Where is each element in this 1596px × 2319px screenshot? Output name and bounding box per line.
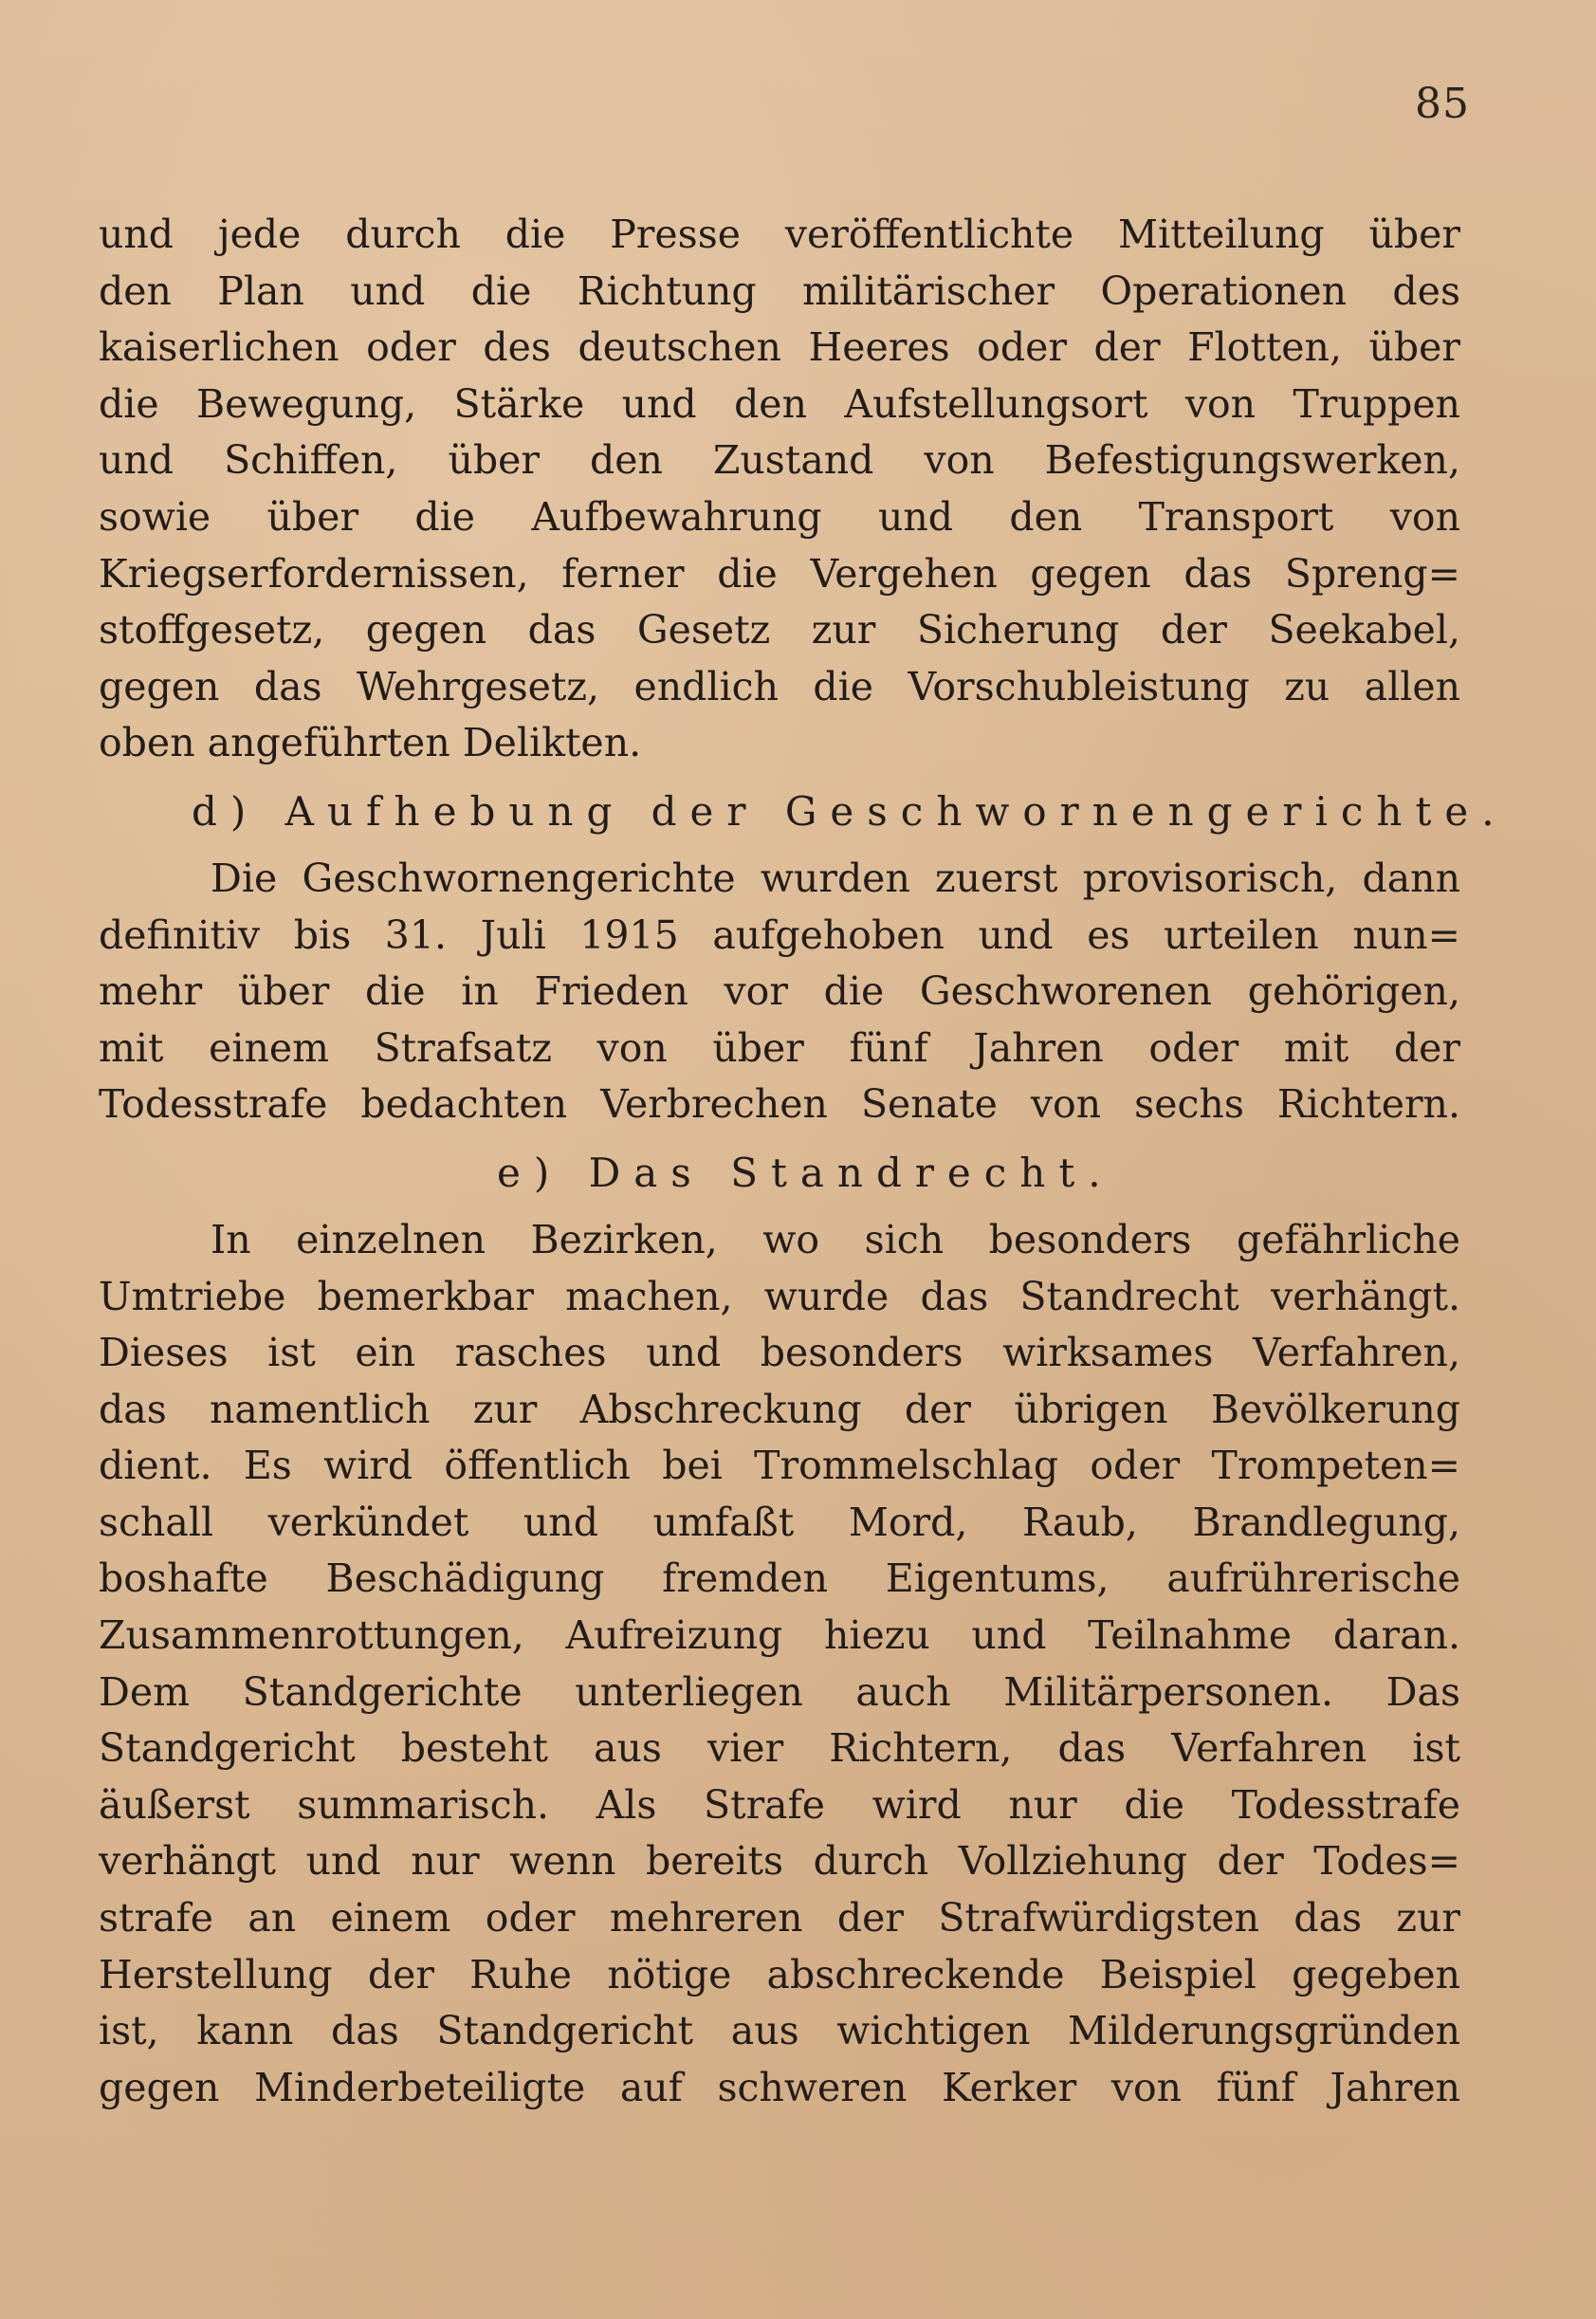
text-line: Dieses ist ein rasches und besonders wirksames Verfahren, xyxy=(99,1330,1460,1376)
text-line: gegen das Wehrgesetz, endlich die Vorschubleistung zu allen xyxy=(99,663,1460,709)
section-heading-e: e) Das Standrecht. xyxy=(497,1149,1114,1196)
text-line: Standgericht besteht aus vier Richtern, das Verfahren ist xyxy=(99,1725,1460,1772)
text-line: und Schiffen, über den Zustand von Befestigungswerken, xyxy=(99,437,1460,484)
page-body xyxy=(99,207,1508,2116)
text-line: kaiserlichen oder des deutschen Heeres oder der Flotten, über xyxy=(99,324,1460,371)
text-line: mehr über die in Frieden vor die Geschworenen gehörigen, xyxy=(99,968,1460,1015)
text-line: verhängt und nur wenn bereits durch Vollziehung der Todes= xyxy=(99,1838,1460,1885)
page-number: 85 xyxy=(1415,80,1470,128)
section-d-paragraph xyxy=(99,851,1460,1133)
text-line: stoffgesetz, gegen das Gesetz zur Sicherung der Seekabel, xyxy=(99,607,1460,653)
intro-paragraph xyxy=(99,207,1460,772)
text-line: äußerst summarisch. Als Strafe wird nur die Todesstrafe xyxy=(99,1781,1460,1828)
text-line: mit einem Strafsatz von über fünf Jahren oder mit der xyxy=(99,1024,1460,1071)
text-line: Die Geschwornengerichte wurden zuerst provisorisch, dann xyxy=(211,855,1460,901)
text-line: sowie über die Aufbewahrung und den Transport von xyxy=(99,493,1460,540)
text-line: Herstellung der Ruhe nötige abschreckende Beispiel gegeben xyxy=(99,1951,1460,1997)
section-e-paragraph xyxy=(99,1212,1460,2117)
text-line: Todesstrafe bedachten Verbrechen Senate von sechs Richtern. xyxy=(99,1081,1460,1128)
text-line: oben angeführten Delikten. xyxy=(99,720,642,766)
text-line: Kriegserfordernissen, ferner die Vergehen gegen das Spreng= xyxy=(99,550,1460,597)
text-line: die Bewegung, Stärke und den Aufstellungsort von Truppen xyxy=(99,380,1460,427)
text-line: strafe an einem oder mehreren der Strafwürdigsten das zur xyxy=(99,1895,1460,1942)
text-line: den Plan und die Richtung militärischer Operationen des xyxy=(99,267,1460,314)
text-line: ist, kann das Standgericht aus wichtigen Milderungsgründen xyxy=(99,2008,1460,2054)
text-line: Umtriebe bemerkbar machen, wurde das Standrecht verhängt. xyxy=(99,1273,1460,1319)
text-line: In einzelnen Bezirken, wo sich besonders gefährliche xyxy=(211,1216,1460,1262)
text-line: und jede durch die Presse veröffentlichte Mitteilung über xyxy=(99,212,1460,257)
text-line: Dem Standgerichte unterliegen auch Militärpersonen. Das xyxy=(99,1668,1460,1715)
text-line: dient. Es wird öffentlich bei Trommelschlag oder Trompeten= xyxy=(99,1443,1460,1489)
text-line: schall verkündet und umfaßt Mord, Raub, Brandlegung, xyxy=(99,1499,1460,1545)
section-heading-d: d) Aufhebung der Geschwornengerichte. xyxy=(192,787,1508,835)
text-line: gegen Minderbeteiligte auf schweren Kerker von fünf Jahren xyxy=(99,2064,1460,2110)
text-line: das namentlich zur Abschreckung der übrigen Bevölkerung xyxy=(99,1386,1460,1432)
text-line: definitiv bis 31. Juli 1915 aufgehoben und es urteilen nun= xyxy=(99,911,1460,958)
text-line: boshafte Beschädigung fremden Eigentums, aufrührerische xyxy=(99,1555,1460,1602)
text-line: Zusammenrottungen, Aufreizung hiezu und Teilnahme daran. xyxy=(99,1612,1460,1659)
